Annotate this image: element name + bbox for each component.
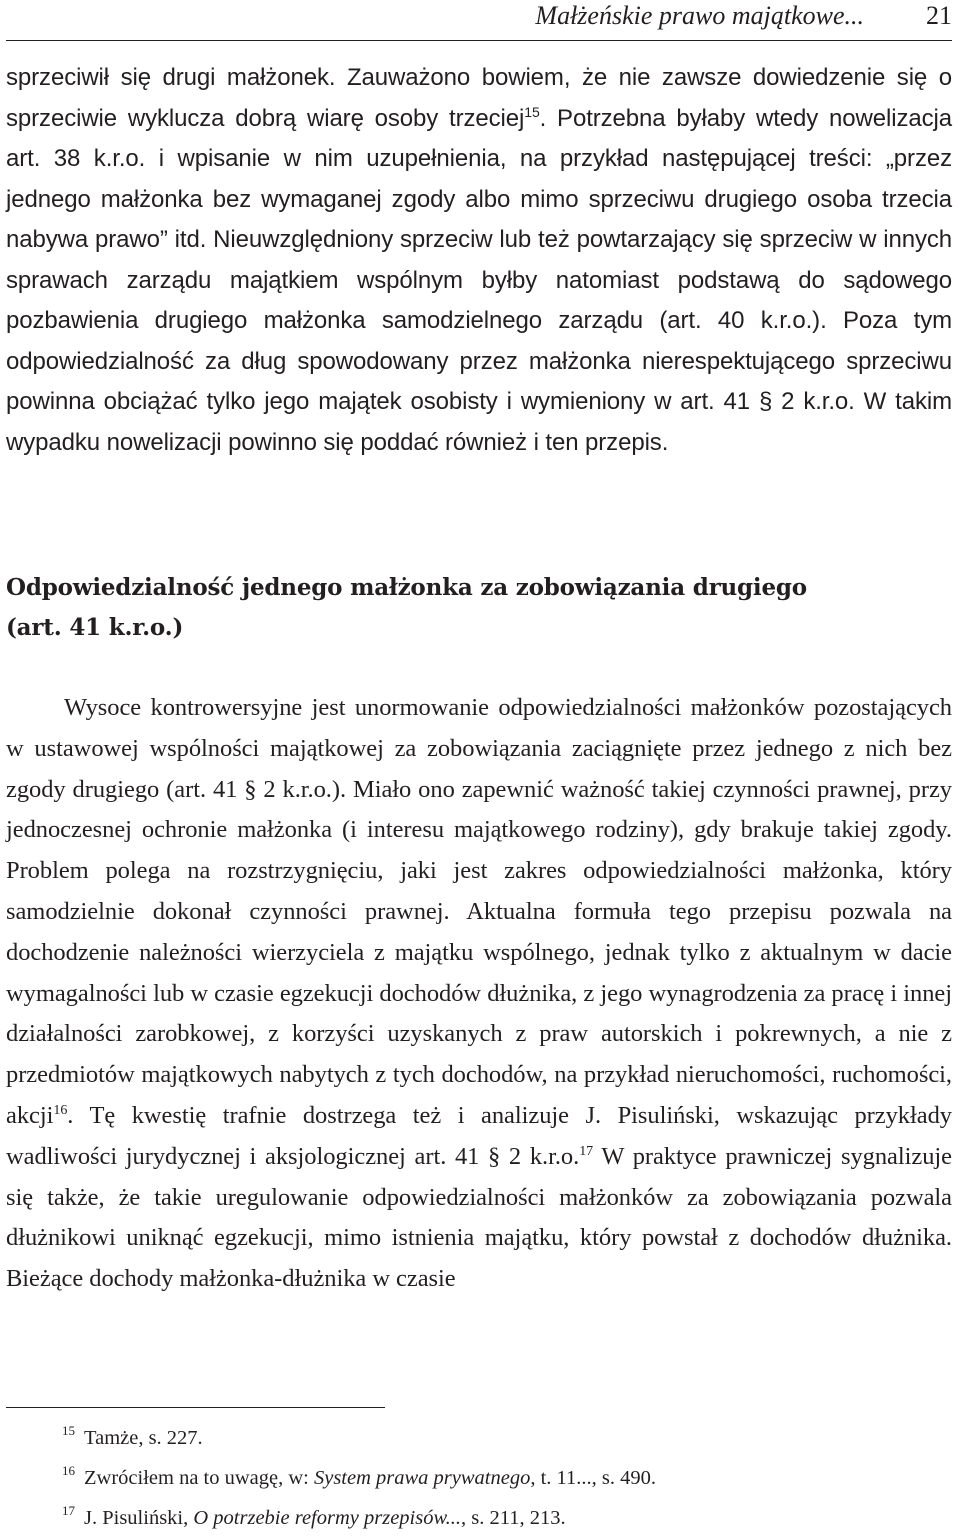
footnote-cited-title: System prawa prywatnego	[313, 1467, 531, 1489]
section-heading	[6, 568, 952, 648]
section-heading-line-1: Odpowiedzialność jednego małżonka za zobowiązania drugiego	[6, 574, 807, 601]
running-title: Małżeńskie prawo majątkowe...	[535, 1, 864, 30]
footnote-16	[62, 1458, 942, 1498]
footnote-text: Tamże, s. 227.	[84, 1427, 203, 1449]
footnote-text: J. Pisuliński,	[84, 1507, 194, 1529]
paragraph-text: sprzeciwił się drugi małżonek. Zauważono bowiem, że nie zawsze dowiedzenie się o sprzeciwie wyklucza dobrą wiarę osoby trzeciej	[6, 64, 952, 132]
footnote-number: 17	[62, 1503, 75, 1518]
body-paragraph-2	[6, 688, 952, 1300]
footnote-15	[62, 1418, 942, 1458]
footnote-cited-title: O potrzebie reformy przepisów...	[193, 1507, 461, 1529]
footnote-ref-17[interactable]: 17	[579, 1143, 594, 1159]
footnote-text: Zwróciłem na to uwagę, w:	[84, 1467, 314, 1489]
footnote-ref-15[interactable]: 15	[524, 103, 540, 120]
header-rule	[6, 40, 952, 41]
footnote-text: , s. 211, 213.	[461, 1507, 566, 1529]
paragraph-text: . Tę kwestię trafnie dostrzega też i analizuje J. Pisuliński, wskazując przykłady wadliwości jurydycznej i aksjologicznej art. 41 § 2 k.r.o.	[6, 1101, 952, 1170]
running-header	[6, 0, 952, 38]
paragraph-text: W praktyce prawniczej sygnalizuje się także, że takie uregulowanie odpowiedzialności małżonków za zobowiązania pozwala dłużnikowi uniknąć egzekucji, mimo istnienia majątku, który powstał z dochodów dłużnika. Bieżące dochody małżonka-dłużnika w czasie	[6, 1142, 952, 1293]
body-paragraph-1	[6, 58, 952, 463]
footnote-ref-16[interactable]: 16	[53, 1102, 68, 1118]
footnote-separator	[6, 1407, 385, 1408]
footnote-number: 15	[62, 1423, 75, 1438]
page-number: 21	[926, 1, 952, 30]
footnote-number: 16	[62, 1463, 75, 1478]
footnote-17	[62, 1498, 942, 1538]
paragraph-text: . Potrzebna byłaby wtedy nowelizacja art. 38 k.r.o. i wpisanie w nim uzupełnienia, na przykład następującej treści: „przez jednego małżonka bez wymaganej zgody albo mimo sprzeciwu drugiego osoba trzecia nabywa prawo” itd. Nieuwzględniony sprzeciw lub też powtarzający się sprzeciw w innych sprawach zarządu majątkiem wspólnym byłby natomiast podstawą do sądowego pozbawienia drugiego małżonka samodzielnego zarządu (art. 40 k.r.o.). Poza tym odpowiedzialność za dług spowodowany przez małżonka nierespektującego sprzeciwu powinna obciążać tylko jego majątek osobisty i wymieniony w art. 41 § 2 k.r.o. W takim wypadku nowelizacji powinno się poddać również i ten przepis.	[6, 104, 952, 456]
section-heading-line-2: (art. 41 k.r.o.)	[6, 614, 184, 641]
footnotes	[62, 1418, 942, 1538]
footnote-text: , t. 11..., s. 490.	[530, 1467, 657, 1489]
paragraph-text: Wysoce kontrowersyjne jest unormowanie odpowiedzialności małżonków pozostających w ustawowej wspólności majątkowej za zobowiązania zaciągnięte przez jednego z nich bez zgody drugiego (art. 41 § 2 k.r.o.). Miało ono zapewnić ważność takiej czynności prawnej, przy jednoczesnej ochronie małżonka (i interesu majątkowego rodziny), gdy brakuje takiej zgody. Problem polega na rozstrzygnięciu, jaki jest zakres odpowiedzialności małżonka, który samodzielnie dokonał czynności prawnej. Aktualna formuła tego przepisu pozwala na dochodzenie należności wierzyciela z majątku wspólnego, jednak tylko z aktualnym w dacie wymagalności lub w czasie egzekucji dochodów dłużnika, z jego wynagrodzenia za pracę i innej działalności zarobkowej, z korzyści uzyskanych z praw autorskich i pokrewnych, a nie z przedmiotów majątkowych nabytych z tych dochodów, na przykład nieruchomości, ruchomości, akcji	[6, 694, 952, 1129]
